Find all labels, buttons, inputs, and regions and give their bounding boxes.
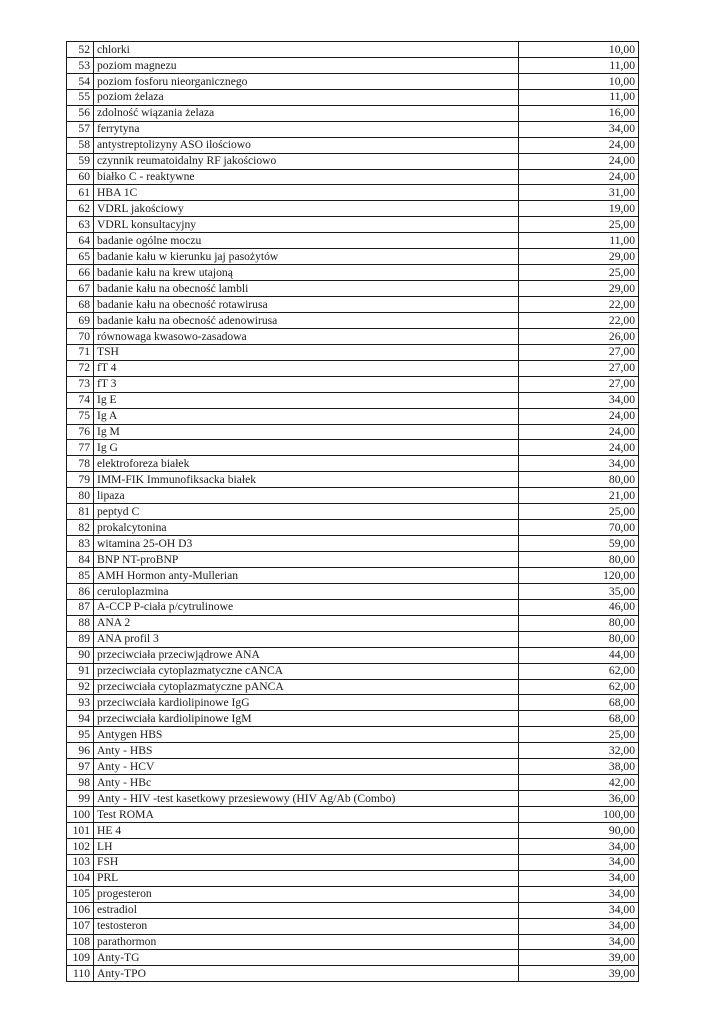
test-price: 68,00 xyxy=(519,695,639,711)
test-name: IMM-FIK Immunofiksacka białek xyxy=(94,472,519,488)
test-name: fT 4 xyxy=(94,360,519,376)
row-number: 95 xyxy=(67,727,94,743)
table-row xyxy=(67,73,639,89)
row-number: 62 xyxy=(67,201,94,217)
table-row xyxy=(67,950,639,966)
table-row xyxy=(67,137,639,153)
table-row xyxy=(67,886,639,902)
table-row xyxy=(67,265,639,281)
test-price: 39,00 xyxy=(519,950,639,966)
test-price: 24,00 xyxy=(519,137,639,153)
table-row xyxy=(67,807,639,823)
test-price: 25,00 xyxy=(519,504,639,520)
test-price: 22,00 xyxy=(519,297,639,313)
row-number: 96 xyxy=(67,743,94,759)
test-name: LH xyxy=(94,838,519,854)
table-row xyxy=(67,201,639,217)
test-name: badanie kału na obecność rotawirusa xyxy=(94,297,519,313)
row-number: 56 xyxy=(67,105,94,121)
test-name: badanie kału na obecność lambli xyxy=(94,281,519,297)
test-name: Anty-TG xyxy=(94,950,519,966)
table-row xyxy=(67,552,639,568)
test-name: badanie kału w kierunku jaj pasożytów xyxy=(94,249,519,265)
table-row xyxy=(67,599,639,615)
table-row xyxy=(67,647,639,663)
row-number: 86 xyxy=(67,583,94,599)
table-row xyxy=(67,583,639,599)
table-row xyxy=(67,663,639,679)
row-number: 88 xyxy=(67,615,94,631)
price-list-body xyxy=(67,42,639,982)
row-number: 90 xyxy=(67,647,94,663)
row-number: 103 xyxy=(67,854,94,870)
row-number: 89 xyxy=(67,631,94,647)
test-name: badanie ogólne moczu xyxy=(94,233,519,249)
table-row xyxy=(67,870,639,886)
test-name: prokalcytonina xyxy=(94,520,519,536)
row-number: 77 xyxy=(67,440,94,456)
row-number: 109 xyxy=(67,950,94,966)
test-name: czynnik reumatoidalny RF jakościowo xyxy=(94,153,519,169)
row-number: 70 xyxy=(67,328,94,344)
test-name: VDRL jakościowy xyxy=(94,201,519,217)
row-number: 72 xyxy=(67,360,94,376)
row-number: 61 xyxy=(67,185,94,201)
test-price: 34,00 xyxy=(519,886,639,902)
test-name: progesteron xyxy=(94,886,519,902)
test-price: 62,00 xyxy=(519,679,639,695)
test-name: chlorki xyxy=(94,42,519,58)
row-number: 66 xyxy=(67,265,94,281)
test-name: Anty - HBc xyxy=(94,775,519,791)
row-number: 58 xyxy=(67,137,94,153)
table-row xyxy=(67,775,639,791)
row-number: 53 xyxy=(67,57,94,73)
test-name: Anty - HCV xyxy=(94,759,519,775)
test-name: poziom żelaza xyxy=(94,89,519,105)
row-number: 91 xyxy=(67,663,94,679)
test-name: Ig M xyxy=(94,424,519,440)
row-number: 71 xyxy=(67,344,94,360)
table-row xyxy=(67,567,639,583)
table-row xyxy=(67,376,639,392)
test-price: 25,00 xyxy=(519,217,639,233)
test-name: HE 4 xyxy=(94,822,519,838)
test-price: 32,00 xyxy=(519,743,639,759)
test-price: 80,00 xyxy=(519,472,639,488)
table-row xyxy=(67,392,639,408)
test-name: A-CCP P-ciała p/cytrulinowe xyxy=(94,599,519,615)
test-name: Test ROMA xyxy=(94,807,519,823)
row-number: 69 xyxy=(67,312,94,328)
table-row xyxy=(67,408,639,424)
row-number: 104 xyxy=(67,870,94,886)
row-number: 94 xyxy=(67,711,94,727)
test-price: 24,00 xyxy=(519,424,639,440)
table-row xyxy=(67,328,639,344)
row-number: 65 xyxy=(67,249,94,265)
test-name: testosteron xyxy=(94,918,519,934)
test-price: 34,00 xyxy=(519,918,639,934)
test-price: 80,00 xyxy=(519,615,639,631)
test-name: przeciwciała kardiolipinowe IgM xyxy=(94,711,519,727)
test-price: 34,00 xyxy=(519,854,639,870)
table-row xyxy=(67,297,639,313)
row-number: 93 xyxy=(67,695,94,711)
test-price: 120,00 xyxy=(519,567,639,583)
test-name: przeciwciała przeciwjądrowe ANA xyxy=(94,647,519,663)
test-name: badanie kału na krew utajoną xyxy=(94,265,519,281)
row-number: 105 xyxy=(67,886,94,902)
row-number: 64 xyxy=(67,233,94,249)
table-row xyxy=(67,456,639,472)
test-price: 39,00 xyxy=(519,966,639,982)
row-number: 79 xyxy=(67,472,94,488)
test-name: VDRL konsultacyjny xyxy=(94,217,519,233)
test-name: FSH xyxy=(94,854,519,870)
test-name: Ig E xyxy=(94,392,519,408)
table-row xyxy=(67,504,639,520)
row-number: 60 xyxy=(67,169,94,185)
test-name: HBA 1C xyxy=(94,185,519,201)
row-number: 76 xyxy=(67,424,94,440)
test-price: 90,00 xyxy=(519,822,639,838)
test-price: 62,00 xyxy=(519,663,639,679)
table-row xyxy=(67,153,639,169)
test-price: 34,00 xyxy=(519,456,639,472)
table-row xyxy=(67,488,639,504)
row-number: 87 xyxy=(67,599,94,615)
test-price: 11,00 xyxy=(519,89,639,105)
test-price: 10,00 xyxy=(519,42,639,58)
test-name: witamina 25-OH D3 xyxy=(94,536,519,552)
test-price: 34,00 xyxy=(519,902,639,918)
test-name: elektroforeza białek xyxy=(94,456,519,472)
table-row xyxy=(67,217,639,233)
row-number: 108 xyxy=(67,934,94,950)
table-row xyxy=(67,42,639,58)
row-number: 73 xyxy=(67,376,94,392)
row-number: 107 xyxy=(67,918,94,934)
test-price: 38,00 xyxy=(519,759,639,775)
table-row xyxy=(67,344,639,360)
table-row xyxy=(67,695,639,711)
test-price: 24,00 xyxy=(519,153,639,169)
row-number: 101 xyxy=(67,822,94,838)
test-price: 34,00 xyxy=(519,838,639,854)
table-row xyxy=(67,615,639,631)
test-name: Anty-TPO xyxy=(94,966,519,982)
test-price: 31,00 xyxy=(519,185,639,201)
test-name: ceruloplazmina xyxy=(94,583,519,599)
test-price: 80,00 xyxy=(519,631,639,647)
table-row xyxy=(67,472,639,488)
test-name: antystreptolizyny ASO ilościowo xyxy=(94,137,519,153)
table-row xyxy=(67,791,639,807)
price-list-table xyxy=(66,41,639,982)
test-name: ferrytyna xyxy=(94,121,519,137)
row-number: 54 xyxy=(67,73,94,89)
test-name: równowaga kwasowo-zasadowa xyxy=(94,328,519,344)
test-name: zdolność wiązania żelaza xyxy=(94,105,519,121)
test-name: PRL xyxy=(94,870,519,886)
test-price: 68,00 xyxy=(519,711,639,727)
table-row xyxy=(67,966,639,982)
test-price: 21,00 xyxy=(519,488,639,504)
test-name: przeciwciała kardiolipinowe IgG xyxy=(94,695,519,711)
test-name: Anty - HBS xyxy=(94,743,519,759)
row-number: 110 xyxy=(67,966,94,982)
table-row xyxy=(67,312,639,328)
test-price: 27,00 xyxy=(519,376,639,392)
test-price: 24,00 xyxy=(519,440,639,456)
test-price: 70,00 xyxy=(519,520,639,536)
test-price: 25,00 xyxy=(519,265,639,281)
test-name: AMH Hormon anty-Mullerian xyxy=(94,567,519,583)
row-number: 98 xyxy=(67,775,94,791)
test-price: 46,00 xyxy=(519,599,639,615)
test-price: 100,00 xyxy=(519,807,639,823)
row-number: 82 xyxy=(67,520,94,536)
row-number: 67 xyxy=(67,281,94,297)
test-price: 34,00 xyxy=(519,870,639,886)
test-price: 34,00 xyxy=(519,934,639,950)
test-name: przeciwciała cytoplazmatyczne pANCA xyxy=(94,679,519,695)
test-price: 16,00 xyxy=(519,105,639,121)
table-row xyxy=(67,185,639,201)
table-row xyxy=(67,536,639,552)
table-row xyxy=(67,918,639,934)
table-row xyxy=(67,822,639,838)
test-name: lipaza xyxy=(94,488,519,504)
test-price: 35,00 xyxy=(519,583,639,599)
test-price: 25,00 xyxy=(519,727,639,743)
test-price: 29,00 xyxy=(519,281,639,297)
test-price: 11,00 xyxy=(519,57,639,73)
row-number: 57 xyxy=(67,121,94,137)
table-row xyxy=(67,759,639,775)
table-row xyxy=(67,854,639,870)
test-price: 36,00 xyxy=(519,791,639,807)
table-row xyxy=(67,169,639,185)
test-price: 11,00 xyxy=(519,233,639,249)
test-name: białko C - reaktywne xyxy=(94,169,519,185)
table-row xyxy=(67,711,639,727)
test-price: 27,00 xyxy=(519,360,639,376)
table-row xyxy=(67,249,639,265)
table-row xyxy=(67,679,639,695)
test-name: parathormon xyxy=(94,934,519,950)
row-number: 99 xyxy=(67,791,94,807)
table-row xyxy=(67,440,639,456)
table-row xyxy=(67,838,639,854)
table-row xyxy=(67,105,639,121)
row-number: 92 xyxy=(67,679,94,695)
test-name: Anty - HIV -test kasetkowy przesiewowy (HIV Ag/Ab (Combo) xyxy=(94,791,519,807)
table-row xyxy=(67,727,639,743)
row-number: 52 xyxy=(67,42,94,58)
test-price: 24,00 xyxy=(519,169,639,185)
table-row xyxy=(67,360,639,376)
test-name: przeciwciała cytoplazmatyczne cANCA xyxy=(94,663,519,679)
row-number: 81 xyxy=(67,504,94,520)
test-name: Antygen HBS xyxy=(94,727,519,743)
test-price: 27,00 xyxy=(519,344,639,360)
test-price: 42,00 xyxy=(519,775,639,791)
row-number: 59 xyxy=(67,153,94,169)
test-name: ANA profil 3 xyxy=(94,631,519,647)
row-number: 83 xyxy=(67,536,94,552)
row-number: 102 xyxy=(67,838,94,854)
test-name: peptyd C xyxy=(94,504,519,520)
row-number: 100 xyxy=(67,807,94,823)
test-name: BNP NT-proBNP xyxy=(94,552,519,568)
test-name: badanie kału na obecność adenowirusa xyxy=(94,312,519,328)
test-price: 10,00 xyxy=(519,73,639,89)
test-name: ANA 2 xyxy=(94,615,519,631)
table-row xyxy=(67,743,639,759)
test-price: 24,00 xyxy=(519,408,639,424)
table-row xyxy=(67,57,639,73)
row-number: 63 xyxy=(67,217,94,233)
row-number: 84 xyxy=(67,552,94,568)
row-number: 78 xyxy=(67,456,94,472)
test-price: 26,00 xyxy=(519,328,639,344)
test-price: 19,00 xyxy=(519,201,639,217)
table-row xyxy=(67,631,639,647)
table-row xyxy=(67,934,639,950)
row-number: 106 xyxy=(67,902,94,918)
row-number: 75 xyxy=(67,408,94,424)
test-name: poziom fosforu nieorganicznego xyxy=(94,73,519,89)
test-name: estradiol xyxy=(94,902,519,918)
test-price: 22,00 xyxy=(519,312,639,328)
test-price: 29,00 xyxy=(519,249,639,265)
test-price: 59,00 xyxy=(519,536,639,552)
test-price: 80,00 xyxy=(519,552,639,568)
table-row xyxy=(67,89,639,105)
row-number: 97 xyxy=(67,759,94,775)
test-name: poziom magnezu xyxy=(94,57,519,73)
row-number: 74 xyxy=(67,392,94,408)
table-row xyxy=(67,902,639,918)
test-name: fT 3 xyxy=(94,376,519,392)
test-price: 44,00 xyxy=(519,647,639,663)
test-name: TSH xyxy=(94,344,519,360)
row-number: 80 xyxy=(67,488,94,504)
row-number: 68 xyxy=(67,297,94,313)
table-row xyxy=(67,121,639,137)
row-number: 85 xyxy=(67,567,94,583)
table-row xyxy=(67,520,639,536)
test-name: Ig A xyxy=(94,408,519,424)
table-row xyxy=(67,233,639,249)
test-price: 34,00 xyxy=(519,392,639,408)
row-number: 55 xyxy=(67,89,94,105)
test-price: 34,00 xyxy=(519,121,639,137)
test-name: Ig G xyxy=(94,440,519,456)
table-row xyxy=(67,281,639,297)
table-row xyxy=(67,424,639,440)
